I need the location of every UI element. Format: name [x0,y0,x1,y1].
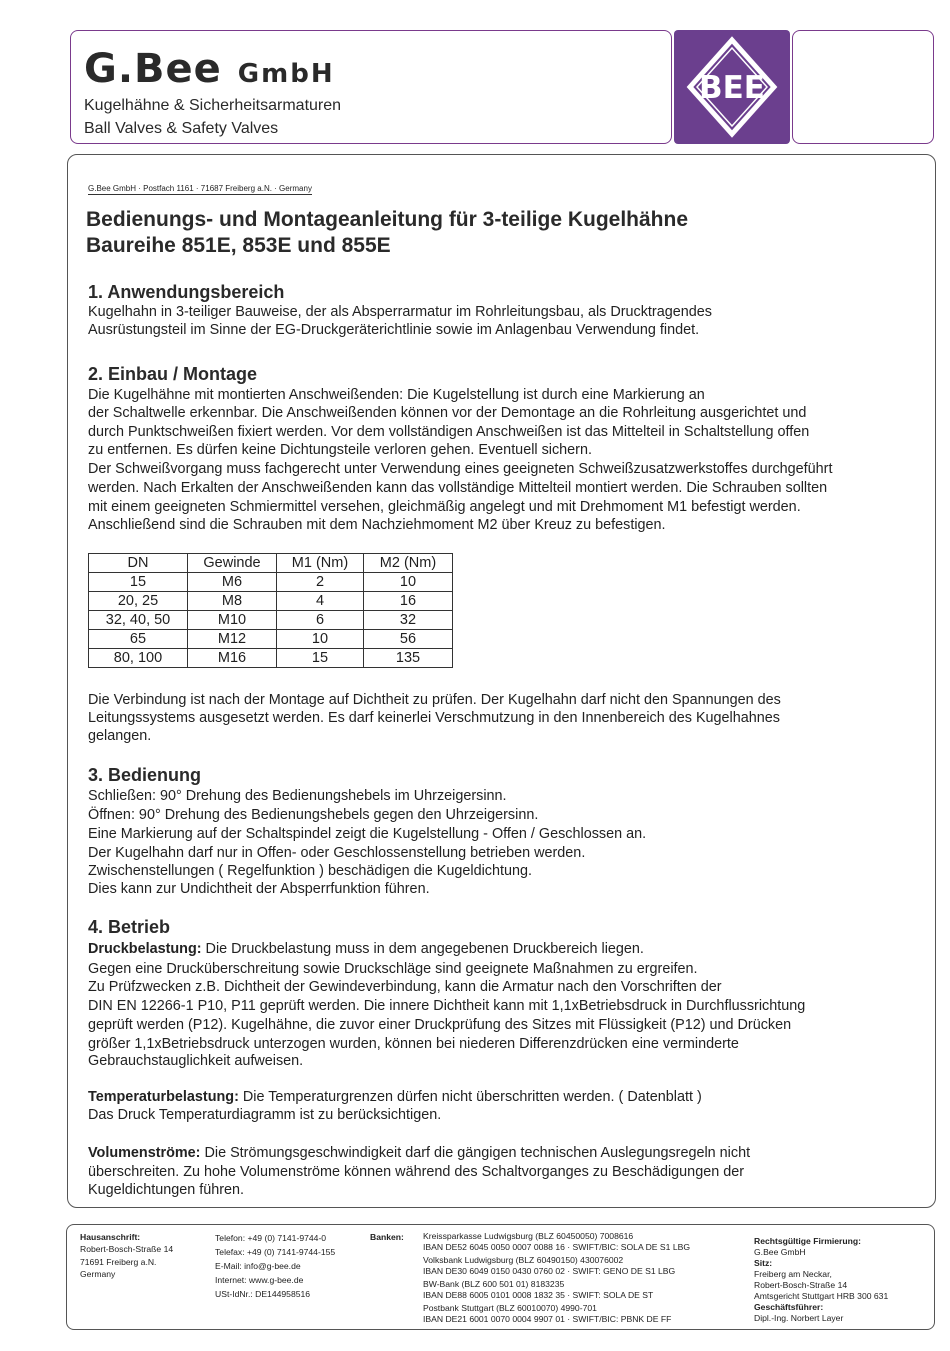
section-2-line: Anschließend sind die Schrauben mit dem Nachziehmoment M2 über Kreuz zu befestigen. [88,517,666,533]
volume-flow-line: Kugeldichtungen führen. [88,1182,245,1198]
table-cell: M10 [188,611,277,630]
footer-website: Internet: www.g-bee.de [215,1275,304,1285]
volume-flow-label: Volumenströme: [88,1145,201,1161]
footer-vat-id: USt-IdNr.: DE144958516 [215,1289,311,1299]
table-header-cell: M1 (Nm) [277,554,364,573]
section-1-line: Kugelhahn in 3-teiliger Bauweise, der als Absperrarmatur im Rohrleitungsbau, als Drucktragendes [88,304,712,320]
table-cell: 135 [364,649,453,668]
footer-seat-line: Amtsgericht Stuttgart HRB 300 631 [754,1291,889,1301]
table-header-cell: M2 (Nm) [364,554,453,573]
bee-logo-icon [674,30,790,144]
section-3-line: Der Kugelhahn darf nur in Offen- oder Geschlossenstellung betrieben werden. [88,845,586,861]
pressure-load-label: Druckbelastung: [88,941,202,957]
pressure-load-text: Die Druckbelastung muss in dem angegebenen Druckbereich liegen. [201,941,644,957]
footer-firm: G.Bee GmbH [754,1247,806,1257]
footer-bank-line: Postbank Stuttgart (BLZ 60010070) 4990-701 [423,1303,597,1313]
footer-address-line: Robert-Bosch-Straße 14 [80,1244,174,1255]
tagline-de: Kugelhähne & Sicherheitsarmaturen [84,97,342,114]
sender-line: G.Bee GmbH · Postfach 1161 · 71687 Freiberg a.N. · Germany [88,184,312,193]
table-cell: 2 [277,573,364,592]
table-cell: M16 [188,649,277,668]
table-row [89,611,453,630]
table-row [89,573,453,592]
tagline-en: Ball Valves & Safety Valves [84,120,279,137]
section-3-line: Eine Markierung auf der Schaltspindel zeigt die Kugelstellung - Offen / Geschlossen an. [88,826,647,842]
table-row [89,592,453,611]
table-cell: 16 [364,592,453,611]
document-title-line2: Baureihe 851E, 853E und 855E [86,234,391,257]
section-2-line: durch Punktschweißen fixiert werden. Vor dem vollständigen Anschweißen ist das Mittelteil in Schaltstellung offen [88,424,810,440]
volume-flow-line [88,1145,750,1161]
footer-bank-line: IBAN DE21 6001 0070 0004 9907 01 · SWIFT/BIC: PBNK DE FF [423,1314,672,1324]
footer-address-line: 71691 Freiberg a.N. [80,1256,157,1267]
header-blank-box [792,30,934,144]
pressure-load-line [88,941,644,957]
footer-address-line: Germany [80,1269,116,1280]
table-cell: 4 [277,592,364,611]
footer-banks-label: Banken: [370,1232,404,1242]
footer-seat-line: Robert-Bosch-Straße 14 [754,1280,848,1290]
table-cell: 20, 25 [89,592,188,611]
temperature-load-line [88,1089,702,1105]
temperature-load-line: Das Druck Temperaturdiagramm ist zu berücksichtigen. [88,1107,442,1123]
footer-bank-line: IBAN DE30 6049 0150 0430 0760 02 · SWIFT: GENO DE S1 LBG [423,1266,676,1276]
table-cell: M8 [188,592,277,611]
table-header-row [89,554,453,573]
section-3-line: Schließen: 90° Drehung des Bedienungshebels im Uhrzeigersinn. [88,788,507,804]
table-cell: 65 [89,630,188,649]
table-row [89,630,453,649]
temperature-load-label: Temperaturbelastung: [88,1089,239,1105]
table-cell: 80, 100 [89,649,188,668]
footer-contact [215,1231,335,1301]
pressure-load-line: größer 1,1xBetriebsdruck unterzogen wurden, können bei niederen Differenzdrücken eine verminderte [88,1036,739,1052]
pressure-load-line: Gegen eine Drucküberschreitung sowie Druckschläge sind geeignete Maßnahmen zu ergreifen. [88,961,698,977]
footer-seat-label: Sitz: [754,1258,773,1268]
logo-text: BEE [699,70,765,106]
footer-bank-line: Kreissparkasse Ludwigsburg (BLZ 60450050) 7008616 [423,1231,634,1241]
company-name: G.Bee GmbH [84,46,335,92]
table-cell: 56 [364,630,453,649]
section-1-line: Ausrüstungsteil im Sinne der EG-Druckgeräterichtlinie sowie im Anlagenbau Verwendung findet. [88,322,700,338]
section-2-after-line: gelangen. [88,728,152,744]
section-2-line: werden. Nach Erkalten der Anschweißenden kann das vollständige Mittelteil montiert werden. Die Schrauben sollten [88,480,828,496]
table-cell: 10 [277,630,364,649]
footer-fax: Telefax: +49 (0) 7141-9744-155 [215,1247,336,1257]
table-cell: 15 [277,649,364,668]
table-row [89,649,453,668]
table-cell: 6 [277,611,364,630]
section-2-after-line: Die Verbindung ist nach der Montage auf Dichtheit zu prüfen. Der Kugelhahn darf nicht den Spannungen des [88,692,781,708]
table-cell: 32, 40, 50 [89,611,188,630]
section-2-line: Der Schweißvorgang muss fachgerecht unter Verwendung eines geeigneten Schweißzusatzwerkstoffes durchgeführt [88,461,833,477]
footer-firm-label: Rechtsgültige Firmierung: [754,1236,861,1246]
footer-bank-line: BW-Bank (BLZ 600 501 01) 8183235 [423,1279,565,1289]
section-3-line: Öffnen: 90° Drehung des Bedienungshebels gegen den Uhrzeigersinn. [88,807,539,823]
section-4-heading: 4. Betrieb [88,917,171,937]
footer-ceo: Dipl.-Ing. Norbert Layer [754,1313,844,1323]
section-2-line: Die Kugelhähne mit montierten Anschweißenden: Die Kugelstellung ist durch eine Markierung an [88,387,705,403]
footer-legal [754,1236,888,1324]
section-3-line: Zwischenstellungen ( Regelfunktion ) beschädigen die Kugeldichtung. [88,863,532,879]
table-cell: M12 [188,630,277,649]
pressure-load-line: Zu Prüfzwecken z.B. Dichtheit der Gewindeverbindung, kann die Armatur nach den Vorschriften der [88,979,722,995]
document-title-line1: Bedienungs- und Montageanleitung für 3-teilige Kugelhähne [86,208,689,231]
torque-table [88,553,453,668]
footer-banks [423,1231,690,1325]
section-1-heading: 1. Anwendungsbereich [88,282,285,302]
footer-bank-line: IBAN DE88 6005 0101 0008 1832 35 · SWIFT: SOLA DE ST [423,1290,654,1300]
footer-ceo-label: Geschäftsführer: [754,1302,824,1312]
footer-seat-line: Freiberg am Neckar, [754,1269,832,1279]
footer-address [80,1231,173,1281]
volume-flow-line: überschreiten. Zu hohe Volumenströme können während des Schaltvorganges zu Beschädigungen der [88,1164,744,1180]
section-3-line: Dies kann zur Undichtheit der Absperrfunktion führen. [88,881,430,897]
table-header-cell: DN [89,554,188,573]
footer-email: E-Mail: info@g-bee.de [215,1261,301,1271]
section-2-line: zu entfernen. Es dürfen keine Dichtungsteile verloren gehen. Eventuell sichern. [88,442,592,458]
table-cell: 10 [364,573,453,592]
pressure-load-line: DIN EN 12266-1 P10, P11 geprüft werden. Die innere Dichtheit kann mit 1,1xBetriebsdruck in Durchflussrichtung [88,998,806,1014]
pressure-load-line: geprüft werden (P12). Kugelhähne, die zuvor einer Druckprüfung des Sitzes mit Flüssigkeit (P12) und Drücken [88,1017,792,1033]
section-2-after-line: Leitungssystems ausgesetzt werden. Es darf keinerlei Verschmutzung in den Innenbereich des Kugelhahnes [88,710,780,726]
footer-phone: Telefon: +49 (0) 7141-9744-0 [215,1233,327,1243]
section-2-line: der Schaltwelle erkennbar. Die Anschweißenden können vor der Demontage an die Rohrleitung ausgerichtet und [88,405,807,421]
footer-bank-line: IBAN DE52 6045 0050 0007 0088 16 · SWIFT/BIC: SOLA DE S1 LBG [423,1242,691,1252]
volume-flow-text: Die Strömungsgeschwindigkeit darf die gängigen technischen Auslegungsregeln nicht [200,1145,751,1161]
table-cell: 15 [89,573,188,592]
footer-address-label: Hausanschrift: [80,1232,141,1242]
pressure-load-line: Gebrauchstauglichkeit aufweisen. [88,1053,304,1069]
company-suffix: GmbH [237,59,335,89]
temperature-load-text: Die Temperaturgrenzen dürfen nicht überschritten werden. ( Datenblatt ) [238,1089,702,1105]
table-cell: 32 [364,611,453,630]
section-2-line: mit einem geeigneten Schmiermittel versehen, gleichmäßig angelegt und mit Drehmoment M1 befestigt werden. [88,499,801,515]
section-2-heading: 2. Einbau / Montage [88,364,258,384]
table-header-cell: Gewinde [188,554,277,573]
bee-logo [674,30,790,144]
section-3-heading: 3. Bedienung [88,765,202,785]
table-cell: M6 [188,573,277,592]
footer-bank-line: Volksbank Ludwigsburg (BLZ 60490150) 430076002 [423,1255,624,1265]
